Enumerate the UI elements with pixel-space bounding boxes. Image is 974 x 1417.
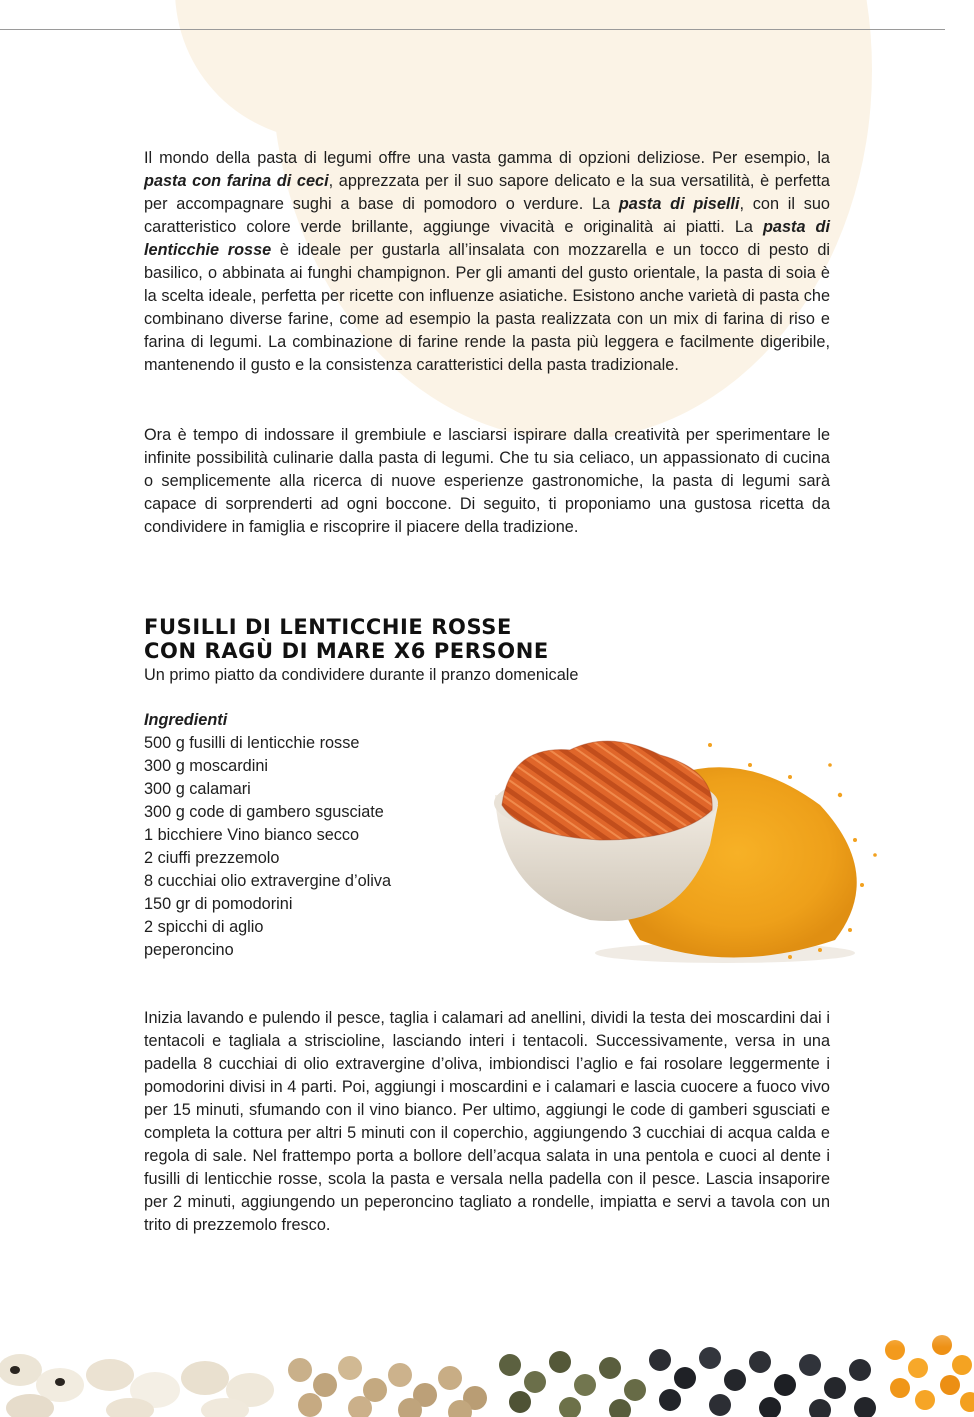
emphasis-pea-pasta: pasta di piselli	[618, 195, 740, 213]
recipe-title	[144, 615, 549, 663]
ingredient-item: 150 gr di pomodorini	[144, 895, 293, 913]
ingredient-item: 500 g fusilli di lenticchie rosse	[144, 734, 360, 752]
ingredient-item: 2 spicchi di aglio	[144, 918, 264, 936]
emphasis-red-lentil-pasta: pasta di lenticchie rosse	[144, 218, 830, 259]
ingredient-item: 1 bicchiere Vino bianco secco	[144, 826, 360, 844]
pasta-bowl-photo	[490, 735, 880, 970]
recipe-subtitle: Un primo piatto da condividere durante il pranzo domenicale	[144, 666, 579, 684]
ingredient-item: 8 cucchiai olio extravergine d’oliva	[144, 872, 392, 890]
recipe-method: Inizia lavando e pulendo il pesce, taglia i calamari ad anellini, dividi la testa dei moscardini dai i tentacoli e tagliala a striscioline, lasciando interi i tentacoli. Successivamente, versa in una padella 8 cucchiai di olio extravergine d’oliva, imbiondisci l’aglio e fai rosolare leggermente i pomodorini divisi in 4 parti. Poi, aggiungi i moscardini e i calamari e lascia cuocere a fuoco vivo per 15 minuti, sfumando con il vino bianco. Per ultimo, aggiungi le code di gamberi sgusciati e completa la cottura per altri 5 minuti con il coperchio, aggiungendo 3 cucchiai di acqua calda e regola di sale. Nel frattempo porta a bollore dell’acqua salata in una pentola e cuoci al dente i fusilli di lenticchie rosse, scola la pasta e versala nella padella con il pesce. Lascia insaporire per 2 minuti, aggiungendo un peperoncino tagliato a rondelle, impiatta e servi a tavola con un trito di prezzemolo fresco.	[144, 1009, 830, 1234]
red-lentil-fusilli	[502, 741, 712, 840]
ingredient-item: 2 ciuffi prezzemolo	[144, 849, 280, 867]
intro-paragraph: Il mondo della pasta di legumi offre una vasta gamma di opzioni deliziose. Per esempio, la pasta con farina di ceci, apprezzata per il suo sapore delicato e la sua versatilità, è perfetta per accompagnare sughi a base di pomodoro o verdure. La pasta di piselli, con il suo caratteristico colore verde brillante, aggiunge vivacità e originalità ai piatti. La pasta di lenticchie rosse è ideale per gustarla all’insalata con mozzarella e un tocco di pesto di basilico, o abbinata ai funghi champignon. Per gli amanti del gusto orientale, la pasta di soia è la scelta ideale, perfetta per ricette con influenze asiatiche. Esistono anche varietà di pasta che combinano diverse farine, come ad esempio la pasta realizzata con un mix di farina di riso e farina di legumi. La combinazione di farine rende la pasta più leggera e facilmente digeribile, mantenendo il gusto e la consistenza caratteristici della pasta tradizionale.	[144, 149, 831, 374]
ingredients-heading: Ingredienti	[144, 711, 228, 729]
recipe-title-line-1: FUSILLI DI LENTICCHIE ROSSE	[144, 615, 512, 639]
ingredient-item: 300 g moscardini	[144, 757, 268, 775]
intro-paragraph-2: Ora è tempo di indossare il grembiule e lasciarsi ispirare dalla creatività per sperimentare le infinite possibilità culinarie dalla pasta di legumi. Che tu sia celiaco, un appassionato di cucina o semplicemente alla ricerca di nuove esperienze gastronomiche, la pasta di legumi sarà capace di sorprenderti ad ogni boccone. Di seguito, ti proponiamo una gustosa ricetta da condividere in famiglia e riscoprire il piacere della tradizione.	[144, 426, 830, 536]
ingredient-item: 300 g code di gambero sgusciate	[144, 803, 384, 821]
legumes-border-photo	[0, 1290, 974, 1417]
ingredients-section	[144, 709, 391, 962]
ingredient-item: 300 g calamari	[144, 780, 251, 798]
ingredients-list	[144, 732, 391, 962]
recipe-title-line-2: CON RAGÙ DI MARE X6 PERSONE	[144, 639, 549, 663]
emphasis-chickpea-pasta: pasta con farina di ceci	[144, 172, 329, 190]
header-divider	[0, 29, 945, 30]
ingredient-item: peperoncino	[144, 941, 234, 959]
